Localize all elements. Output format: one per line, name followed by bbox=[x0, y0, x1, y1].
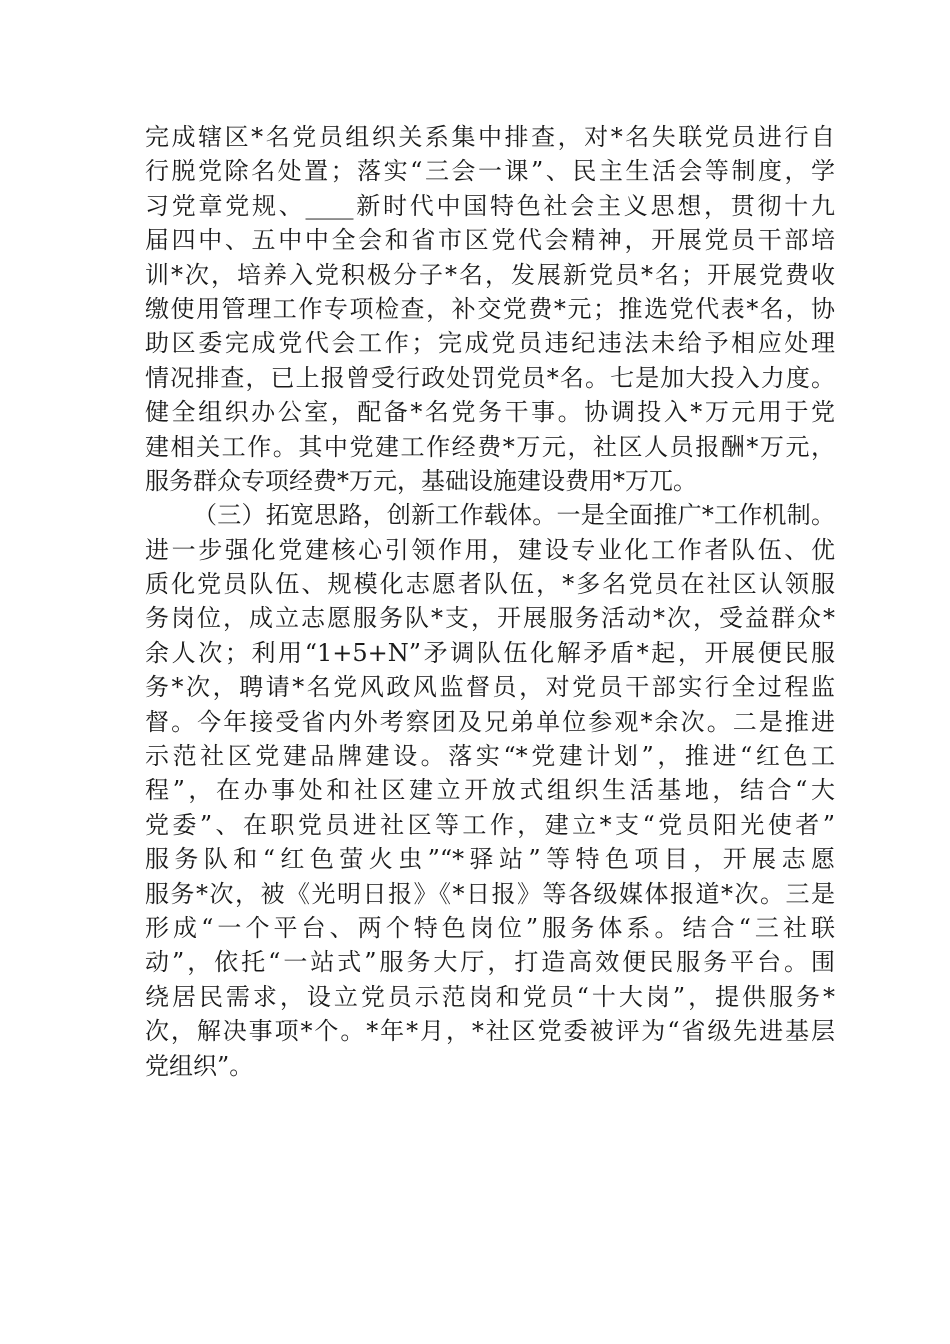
text-line: 服务*次，被《光明日报》《*日报》等各级媒体报道*次。三是 bbox=[145, 879, 835, 908]
text-line: 健全组织办公室，配备*名党务干事。协调投入*万元用于党 bbox=[145, 398, 835, 427]
text-line: 缴使用管理工作专项检查，补交党费*元；推选党代表*名，协 bbox=[145, 294, 835, 323]
text-line: 绕居民需求，设立党员示范岗和党员“十大岗”，提供服务* bbox=[145, 982, 835, 1011]
text-line: 情况排查，已上报曾受行政处罚党员*名。七是加大投入力度。 bbox=[145, 363, 835, 392]
text-line: 完成辖区*名党员组织关系集中排查，对*名失联党员进行自 bbox=[145, 123, 835, 151]
body-text bbox=[145, 120, 835, 1083]
text-line: 余人次；利用“1+5+N”矛调队伍化解矛盾*起，开展便民服 bbox=[145, 638, 835, 667]
text-line: 务*次，聘请*名党风政风监督员，对党员干部实行全过程监 bbox=[145, 673, 835, 702]
text-line: 次，解决事项*个。*年*月，*社区党委被评为“省级先进基层 bbox=[145, 1017, 835, 1046]
text-line: 行脱党除名处置；落实“三会一课”、民主生活会等制度，学 bbox=[145, 157, 835, 186]
text-line: 服务队和“红色萤火虫”“*驿站”等特色项目，开展志愿 bbox=[145, 845, 835, 874]
text-line: 示范社区党建品牌建设。落实“*党建计划”，推进“红色工 bbox=[145, 742, 835, 771]
text-line: 训*次，培养入党积极分子*名，发展新党员*名；开展党费收 bbox=[145, 260, 835, 289]
text-line: 督。今年接受省内外考察团及兄弟单位参观*余次。二是推进 bbox=[145, 707, 835, 736]
text-line: 进一步强化党建核心引领作用，建设专业化工作者队伍、优 bbox=[145, 535, 835, 564]
text-line: 届四中、五中中全会和省市区党代会精神，开展党员干部培 bbox=[145, 226, 835, 255]
text-line: 党委”、在职党员进社区等工作，建立*支“党员阳光使者” bbox=[145, 810, 835, 839]
text-line: 动”，依托“一站式”服务大厅，打造高效便民服务平台。围 bbox=[145, 948, 835, 977]
text-line: 质化党员队伍、规模化志愿者队伍，*多名党员在社区认领服 bbox=[145, 570, 835, 599]
text-line: 习党章党规、____新时代中国特色社会主义思想，贯彻十九 bbox=[145, 191, 835, 220]
text-line: 形成“一个平台、两个特色岗位”服务体系。结合“三社联 bbox=[145, 913, 835, 942]
section-heading-line: （三）拓宽思路，创新工作载体。一是全面推广*工作机制。 bbox=[193, 501, 835, 530]
text-line: 党组织”。 bbox=[145, 1051, 254, 1080]
text-line: 建相关工作。其中党建工作经费*万元，社区人员报酬*万元， bbox=[145, 432, 835, 461]
text-line: 服务群众专项经费*万元，基础设施建设费用*万兀。 bbox=[145, 466, 697, 495]
text-line: 程”，在办事处和社区建立开放式组织生活基地，结合“大 bbox=[145, 776, 835, 805]
text-line: 务岗位，成立志愿服务队*支，开展服务活动*次，受益群众* bbox=[145, 604, 835, 633]
text-line: 助区委完成党代会工作；完成党员违纪违法未给予相应处理 bbox=[145, 329, 835, 358]
